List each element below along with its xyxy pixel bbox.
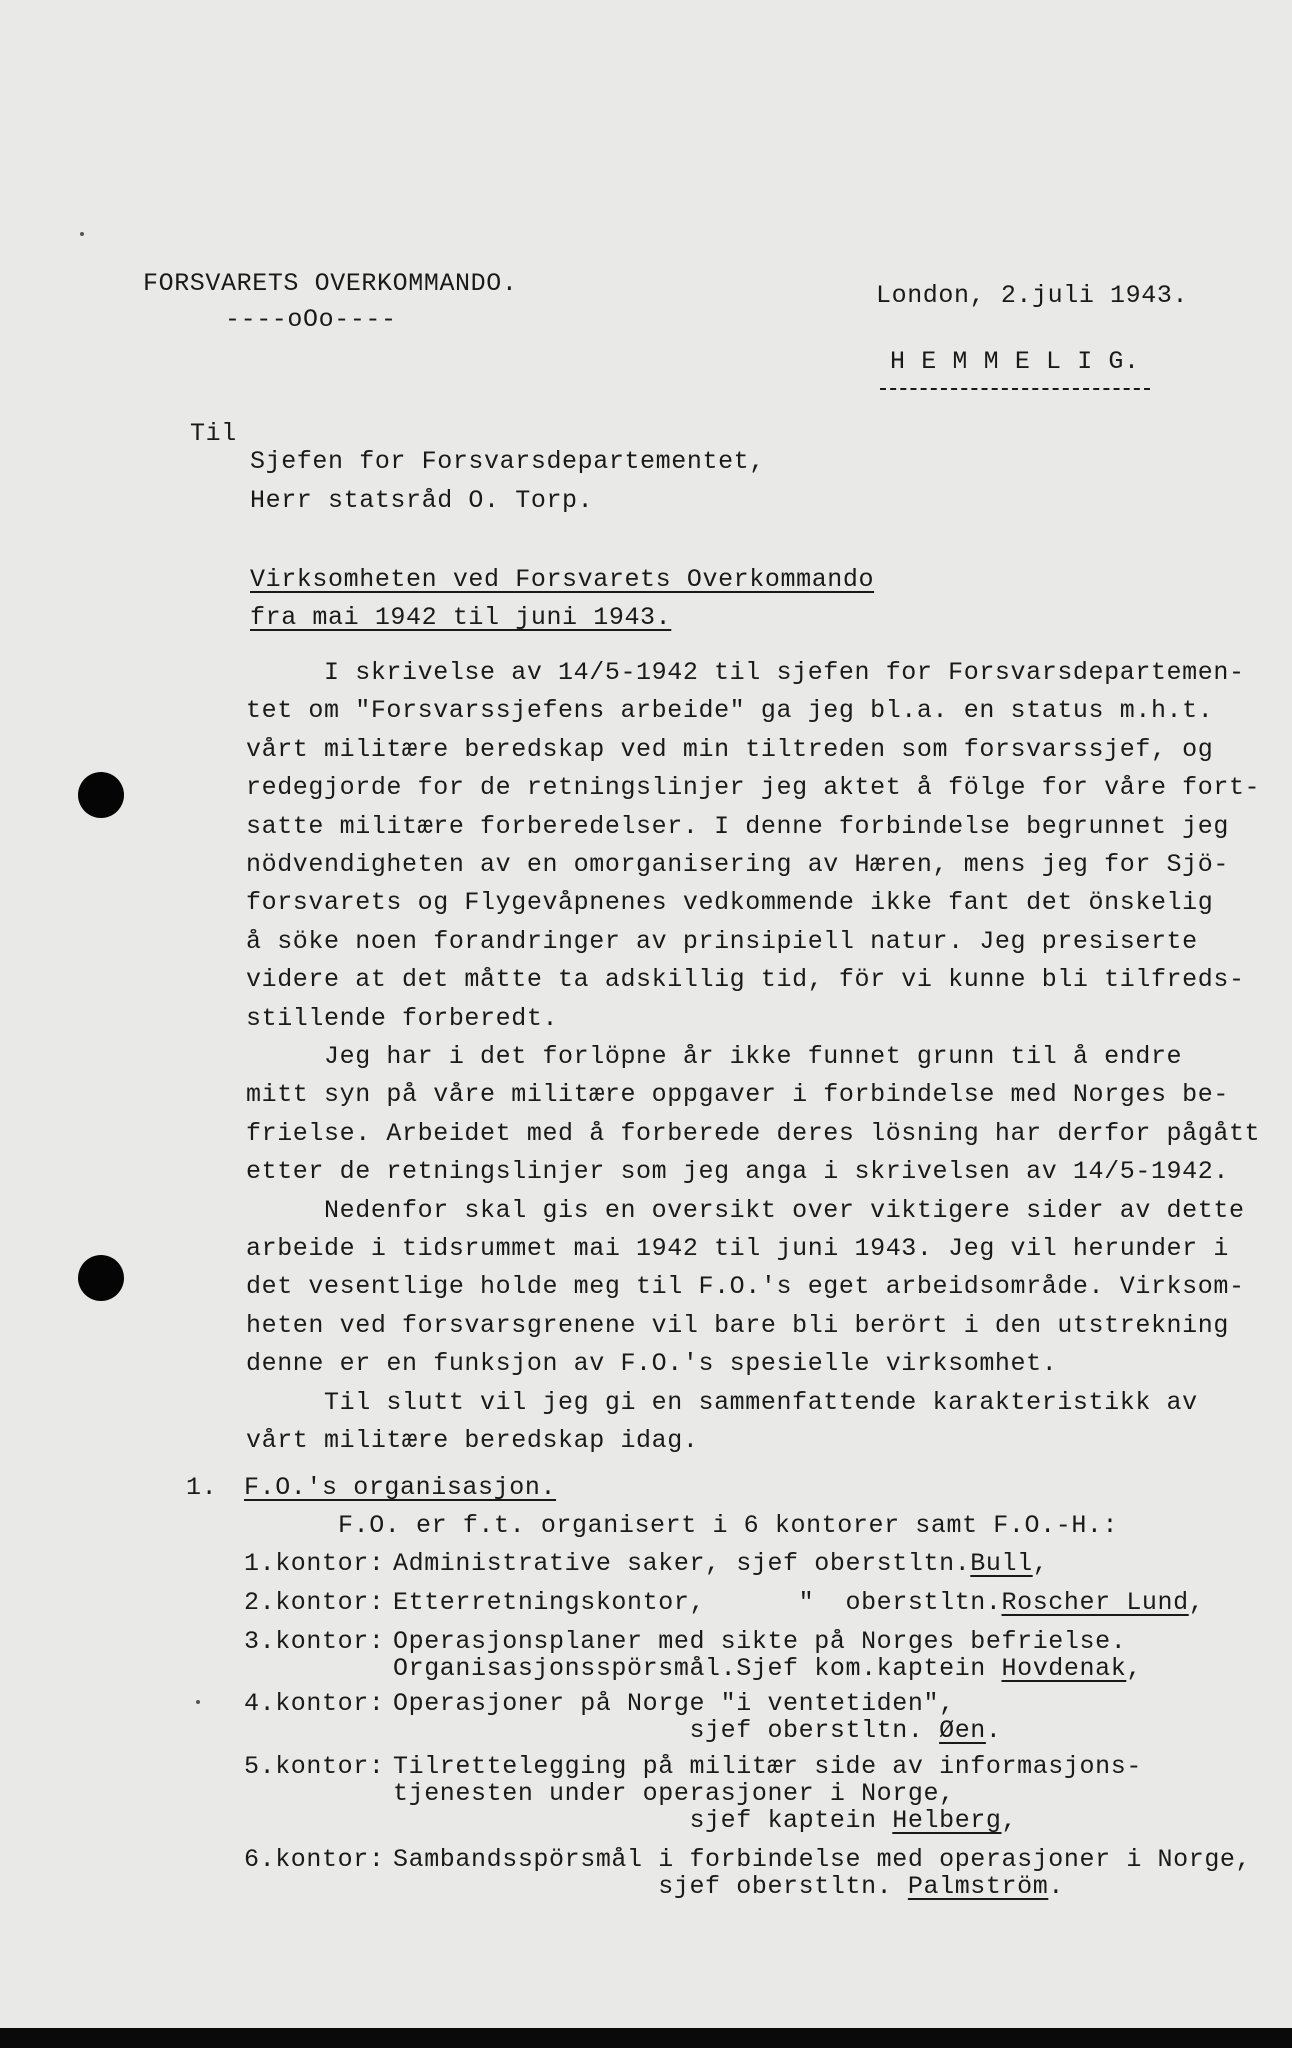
body-line: stillende forberedt. — [246, 1003, 559, 1033]
speck — [80, 232, 84, 236]
section-number: 1. — [186, 1473, 218, 1502]
office-punctuation: , — [1126, 1654, 1142, 1683]
office-text: Organisasjonsspörsmål.Sjef kom.kaptein — [393, 1654, 1002, 1683]
office-punctuation: , — [1188, 1588, 1205, 1617]
office-chief-name: Hovdenak — [1001, 1654, 1127, 1683]
office-description — [393, 1869, 1064, 1905]
body-line: vårt militære beredskap idag. — [246, 1426, 699, 1455]
recipient-line2: Herr statsråd O. Torp. — [250, 486, 594, 515]
section-title: F.O.'s organisasjon. — [244, 1473, 557, 1502]
recipient-line1: Sjefen for Forsvarsdepartementet, — [250, 447, 765, 476]
office-chief-name: Helberg — [892, 1806, 1002, 1835]
office-text: Sambandsspörsmål i forbindelse med operasjoner i Norge, — [393, 1845, 1252, 1874]
office-description — [393, 1546, 1048, 1582]
office-label: 4.kontor: — [244, 1689, 385, 1718]
body-line: satte militære forberedelser. I denne forbindelse begrunnet jeg — [246, 811, 1229, 841]
office-punctuation: . — [985, 1716, 1002, 1745]
office-punctuation: , — [1001, 1806, 1018, 1835]
body-line: denne er en funksjon av F.O.'s spesielle virksomhet. — [246, 1349, 1058, 1379]
office-chief-name: Roscher Lund — [1001, 1588, 1189, 1617]
section-intro: F.O. er f.t. organisert i 6 kontorer samt F.O.-H.: — [338, 1511, 1119, 1540]
office-chief-name: Bull — [970, 1549, 1033, 1578]
subject-line2: fra mai 1942 til juni 1943. — [250, 603, 672, 632]
office-text: sjef oberstltn. — [393, 1716, 940, 1745]
subject-line1: Virksomheten ved Forsvarets Overkommando — [250, 565, 875, 594]
office-text: Operasjonsplaner med sikte på Norges befrielse. — [393, 1627, 1127, 1656]
punch-hole-top — [78, 772, 124, 818]
body-line: I skrivelse av 14/5-1942 til sjefen for Forsvarsdepartemen- — [246, 658, 1245, 687]
body-line: frielse. Arbeidet med å forberede deres lösning har derfor pågått — [246, 1118, 1261, 1148]
body-line: det vesentlige holde meg til F.O.'s eget arbeidsområde. Virksom- — [246, 1272, 1245, 1302]
body-line: Til slutt vil jeg gi en sammenfattende karakteristikk av — [246, 1387, 1198, 1417]
header-org: FORSVARETS OVERKOMMANDO. — [143, 269, 518, 298]
office-label: 2.kontor: — [244, 1588, 385, 1617]
punch-hole-bottom — [78, 1255, 124, 1301]
classification-underline — [880, 388, 1150, 390]
office-description — [393, 1713, 1002, 1749]
office-text: sjef kaptein — [393, 1806, 893, 1835]
body-line: redegjorde for de retningslinjer jeg aktet å fölge for våre fort- — [246, 773, 1261, 803]
office-text: Tilrettelegging på militær side av informasjons- — [393, 1752, 1142, 1781]
office-chief-name: Øen — [939, 1716, 986, 1745]
office-text: tjenesten under operasjoner i Norge, — [393, 1779, 955, 1808]
header-place-date: London, 2.juli 1943. — [876, 281, 1189, 310]
body-line: Nedenfor skal gis en oversikt over viktigere sider av dette — [246, 1195, 1245, 1225]
body-line: tet om "Forsvarssjefens arbeide" ga jeg bl.a. en status m.h.t. — [246, 696, 1214, 726]
body-line: videre at det måtte ta adskillig tid, för vi kunne bli tilfreds- — [246, 965, 1245, 995]
office-text: Administrative saker, sjef oberstltn. — [393, 1549, 971, 1578]
body-line: etter de retningslinjer som jeg anga i skrivelsen av 14/5-1942. — [246, 1157, 1229, 1187]
recipient-til: Til — [190, 419, 237, 448]
office-label: 5.kontor: — [244, 1752, 385, 1781]
body-line: å söke noen forandringer av prinsipiell natur. Jeg presiserte — [246, 926, 1198, 956]
body-line: nödvendigheten av en omorganisering av Hæren, mens jeg for Sjö- — [246, 850, 1229, 879]
body-line: Jeg har i det forlöpne år ikke funnet grunn til å endre — [246, 1042, 1183, 1071]
scan-edge — [0, 2028, 1292, 2048]
speck — [196, 1700, 200, 1704]
body-line: mitt syn på våre militære oppgaver i forbindelse med Norges be- — [246, 1080, 1229, 1110]
office-description — [393, 1803, 1017, 1839]
office-description — [393, 1651, 1142, 1687]
office-text: sjef oberstltn. — [393, 1872, 908, 1901]
office-description — [393, 1585, 1204, 1621]
office-chief-name: Palmström — [907, 1872, 1049, 1901]
office-label: 1.kontor: — [244, 1549, 385, 1578]
classification: H E M M E L I G. — [890, 347, 1140, 376]
office-punctuation: , — [1032, 1549, 1049, 1578]
header-org-sub: ----oOo---- — [225, 305, 397, 334]
body-line: forsvarets og Flygevåpnenes vedkommende ikke fant det önskelig — [246, 888, 1214, 918]
office-text: Operasjoner på Norge "i ventetiden", — [393, 1689, 955, 1718]
body-line: heten ved forsvarsgrenene vil bare bli berört i den utstrekning — [246, 1310, 1229, 1340]
office-label: 6.kontor: — [244, 1845, 385, 1874]
office-label: 3.kontor: — [244, 1627, 385, 1656]
office-punctuation: . — [1048, 1872, 1064, 1901]
body-line: arbeide i tidsrummet mai 1942 til juni 1943. Jeg vil herunder i — [246, 1234, 1229, 1263]
body-line: vårt militære beredskap ved min tiltreden som forsvarssjef, og — [246, 734, 1214, 764]
office-text: Etterretningskontor, " oberstltn. — [393, 1588, 1002, 1617]
